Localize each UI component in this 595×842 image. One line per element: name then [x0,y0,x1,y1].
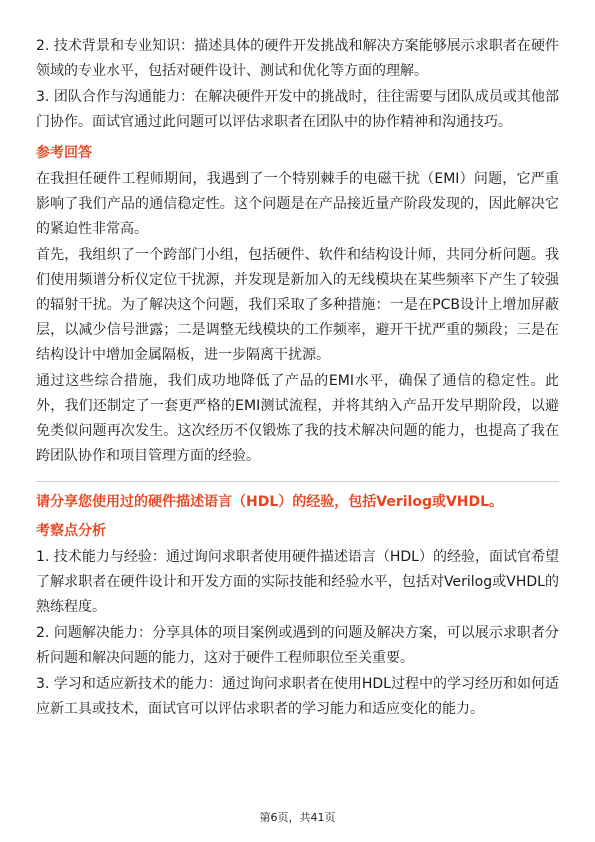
answer-paragraph-intro: 在我担任硬件工程师期间，我遇到了一个特别棘手的电磁干扰（EMI）问题，它严重影响了我们产品的通信稳定性。这个问题是在产品接近量产阶段发现的，因此解决它的紧迫性非常高。 [36,171,559,237]
question-title: 请分享您使用过的硬件描述语言（HDL）的经验，包括Verilog或VHDL。 [36,494,504,510]
answer-heading: 参考回答 [36,145,92,161]
section-divider [36,481,559,482]
point-teamwork-communication: 3. 团队合作与沟通能力：在解决硬件开发中的挑战时，往往需要与团队成员或其他部门协作。面试官通过此问题可以评估求职者在团队中的协作精神和沟通技巧。 [36,89,559,130]
point-technical-background: 2. 技术背景和专业知识：描述具体的硬件开发挑战和解决方案能够展示求职者在硬件领域的专业水平，包括对硬件设计、测试和优化等方面的理解。 [36,38,559,79]
point-learning-adaptability: 3. 学习和适应新技术的能力：通过询问求职者在使用HDL过程中的学习经历和如何适应新工具或技术，面试官可以评估求职者的学习能力和适应变化的能力。 [36,676,559,717]
point-problem-solving: 2. 问题解决能力：分享具体的项目案例或遇到的问题及解决方案，可以展示求职者分析问题和解决问题的能力，这对于硬件工程师职位至关重要。 [36,625,559,666]
answer-paragraph-result: 通过这些综合措施，我们成功地降低了产品的EMI水平，确保了通信的稳定性。此外，我们还制定了一套更严格的EMI测试流程，并将其纳入产品开发早期阶段，以避免类似问题再次发生。这次经历不仅锻炼了我的技术解决问题的能力，也提高了我在跨团队协作和项目管理方面的经验。 [36,373,559,464]
analysis-heading: 考察点分析 [36,523,106,539]
point-technical-experience: 1. 技术能力与经验：通过询问求职者使用硬件描述语言（HDL）的经验，面试官希望了解求职者在硬件设计和开发方面的实际技能和经验水平，包括对Verilog或VHDL的熟练程度。 [36,549,559,615]
answer-paragraph-actions: 首先，我组织了一个跨部门小组，包括硬件、软件和结构设计师，共同分析问题。我们使用频谱分析仪定位干扰源，并发现是新加入的无线模块在某些频率下产生了较强的辐射干扰。为了解决这个问题，我们采取了多种措施：一是在PCB设计上增加屏蔽层，以减少信号泄露；二是调整无线模块的工作频率，避开干扰严重的频段；三是在结构设计中增加金属隔板，进一步隔离干扰源。 [36,247,559,363]
page-content [36,34,559,723]
page-number: 第6页，共41页 [259,811,336,824]
